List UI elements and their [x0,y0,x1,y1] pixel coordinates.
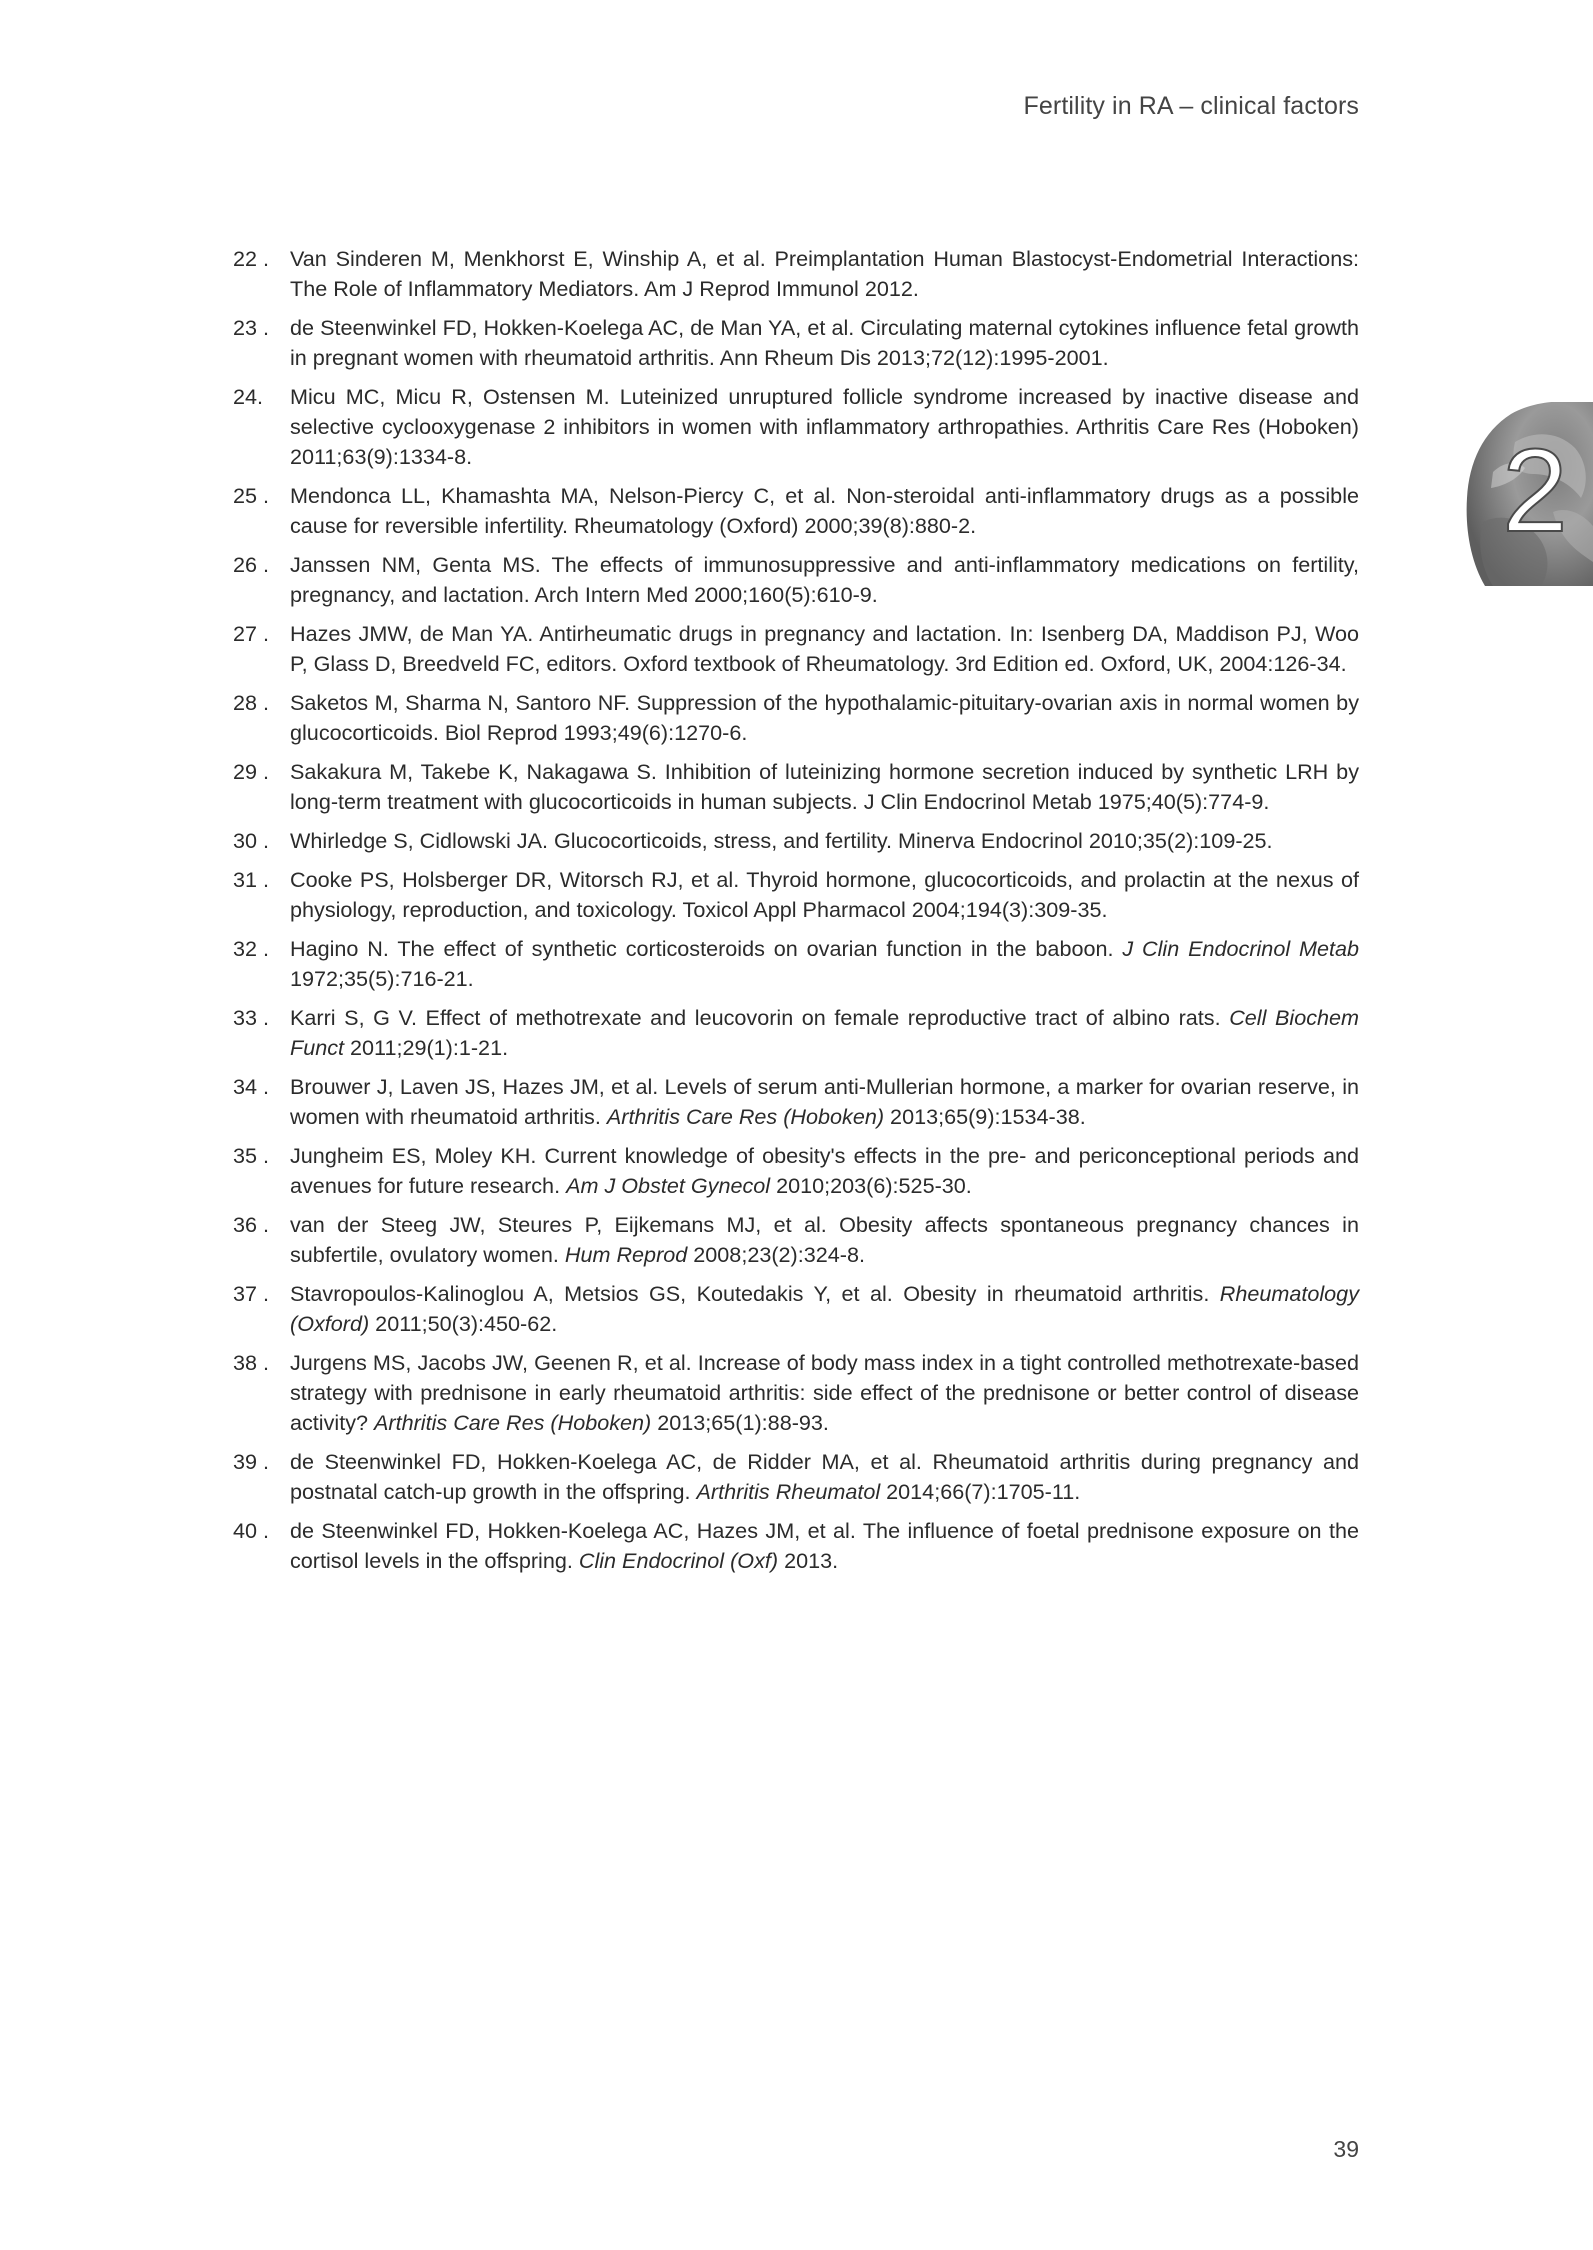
reference-number: 38 . [233,1350,270,1375]
reference-number: 25 . [233,483,270,508]
reference-body: van der Steeg JW, Steures P, Eijkemans MJ, et al. Obesity affects spontaneous pregnancy chances in subfertile, ovulatory women. [290,1212,1359,1267]
chapter-number: 2 [1502,425,1568,557]
reference-number: 29 . [233,759,270,784]
page-number: 39 [1333,2136,1359,2162]
reference-number: 32 . [233,936,270,961]
reference-citation: 2008;23(2):324-8. [687,1242,865,1267]
running-header: Fertility in RA – clinical factors [1023,92,1359,120]
reference-body: Hagino N. The effect of synthetic corticosteroids on ovarian function in the baboon. [290,936,1123,961]
reference-body: Whirledge S, Cidlowski JA. Glucocorticoids, stress, and fertility. Minerva Endocrinol 2010;35(2):109-25. [290,828,1273,853]
reference-text [290,865,1359,925]
reference-body: Micu MC, Micu R, Ostensen M. Luteinized unruptured follicle syndrome increased by inactive disease and selective cyclooxygenase 2 inhibitors in women with inflammatory arthropathies. Arthritis Care Res (Hoboken) 2011;63(9):1334-8. [290,384,1359,469]
reference-text [290,619,1359,679]
reference-text [290,757,1359,817]
reference-item [233,1348,1359,1438]
reference-item [233,619,1359,679]
reference-journal: Arthritis Rheumatol [696,1479,881,1504]
reference-text [290,1348,1359,1438]
reference-citation: 2013. [778,1548,839,1573]
reference-item [233,1447,1359,1507]
reference-text [290,688,1359,748]
reference-text [290,1516,1359,1576]
reference-text [290,1003,1359,1063]
reference-text [290,244,1359,304]
reference-number: 40 . [233,1518,270,1543]
reference-number: 35 . [233,1143,270,1168]
reference-text [290,826,1359,856]
reference-item [233,826,1359,856]
reference-item [233,1141,1359,1201]
reference-number: 34 . [233,1074,270,1099]
reference-text [290,1279,1359,1339]
reference-item [233,688,1359,748]
reference-journal: Rheumatology (Oxford) [290,1281,1359,1336]
reference-journal: Clin Endocrinol (Oxf) [578,1548,779,1573]
reference-number: 28 . [233,690,270,715]
reference-number: 27 . [233,621,270,646]
reference-citation: 2010;203(6):525-30. [770,1173,972,1198]
reference-number: 36 . [233,1212,270,1237]
reference-text [290,313,1359,373]
reference-body: de Steenwinkel FD, Hokken-Koelega AC, Hazes JM, et al. The influence of foetal prednisone exposure on the cortisol levels in the offspring. [290,1518,1359,1573]
reference-item [233,757,1359,817]
reference-text [290,550,1359,610]
reference-text [290,1210,1359,1270]
reference-citation: 2013;65(9):1534-38. [884,1104,1086,1129]
reference-text [290,1072,1359,1132]
reference-body: Hazes JMW, de Man YA. Antirheumatic drugs in pregnancy and lactation. In: Isenberg DA, Maddison PJ, Woo P, Glass D, Breedveld FC, editors. Oxford textbook of Rheumatology. 3rd Edition ed. Oxford, UK, 2004:126-34. [290,621,1359,676]
reference-item [233,550,1359,610]
reference-item [233,382,1359,472]
reference-body: Jungheim ES, Moley KH. Current knowledge of obesity's effects in the pre- and periconceptional periods and avenues for future research. [290,1143,1359,1198]
reference-number: 30 . [233,828,270,853]
reference-journal: Arthritis Care Res (Hoboken) [374,1410,652,1435]
reference-item [233,865,1359,925]
reference-body: Stavropoulos-Kalinoglou A, Metsios GS, Koutedakis Y, et al. Obesity in rheumatoid arthritis. [290,1281,1220,1306]
reference-body: Van Sinderen M, Menkhorst E, Winship A, et al. Preimplantation Human Blastocyst-Endometrial Interactions: The Role of Inflammatory Mediators. Am J Reprod Immunol 2012. [290,246,1359,301]
reference-citation: 1972;35(5):716-21. [290,966,474,991]
reference-item [233,1072,1359,1132]
reference-number: 22 . [233,246,270,271]
reference-item [233,313,1359,373]
reference-item [233,1279,1359,1339]
reference-item [233,481,1359,541]
reference-body: Jurgens MS, Jacobs JW, Geenen R, et al. Increase of body mass index in a tight controlled methotrexate-based strategy with prednisone in early rheumatoid arthritis: side effect of the prednisone or better control of disease activity? [290,1350,1359,1435]
reference-number: 31 . [233,867,270,892]
reference-number: 24. [233,384,264,409]
reference-item [233,244,1359,304]
reference-body: Cooke PS, Holsberger DR, Witorsch RJ, et al. Thyroid hormone, glucocorticoids, and prolactin at the nexus of physiology, reproduction, and toxicology. Toxicol Appl Pharmacol 2004;194(3):309-35. [290,867,1359,922]
reference-body: Saketos M, Sharma N, Santoro NF. Suppression of the hypothalamic-pituitary-ovarian axis in normal women by glucocorticoids. Biol Reprod 1993;49(6):1270-6. [290,690,1359,745]
reference-number: 23 . [233,315,270,340]
reference-text [290,1447,1359,1507]
reference-citation: 2013;65(1):88-93. [651,1410,829,1435]
reference-text [290,382,1359,472]
reference-number: 26 . [233,552,270,577]
reference-body: de Steenwinkel FD, Hokken-Koelega AC, de Man YA, et al. Circulating maternal cytokines influence fetal growth in pregnant women with rheumatoid arthritis. Ann Rheum Dis 2013;72(12):1995-2001. [290,315,1359,370]
reference-citation: 2011;50(3):450-62. [369,1311,558,1336]
reference-journal: Cell Biochem Funct [290,1005,1360,1060]
reference-number: 39 . [233,1449,270,1474]
reference-body: Karri S, G V. Effect of methotrexate and leucovorin on female reproductive tract of albino rats. [290,1005,1230,1030]
reference-text [290,1141,1359,1201]
chapter-tab [1463,402,1593,586]
reference-citation: 2011;29(1):1-21. [344,1035,509,1060]
reference-journal: J Clin Endocrinol Metab [1122,936,1360,961]
reference-body: de Steenwinkel FD, Hokken-Koelega AC, de Ridder MA, et al. Rheumatoid arthritis during pregnancy and postnatal catch-up growth in the offspring. [290,1449,1359,1504]
reference-body: Sakakura M, Takebe K, Nakagawa S. Inhibition of luteinizing hormone secretion induced by synthetic LRH by long-term treatment with glucocorticoids in human subjects. J Clin Endocrinol Metab 1975;40(5):774-9. [290,759,1359,814]
reference-number: 33 . [233,1005,270,1030]
reference-list [233,244,1359,1585]
reference-item [233,1003,1359,1063]
reference-text [290,481,1359,541]
reference-number: 37 . [233,1281,270,1306]
reference-journal: Arthritis Care Res (Hoboken) [606,1104,885,1129]
reference-text [290,934,1359,994]
reference-body: Janssen NM, Genta MS. The effects of immunosuppressive and anti-inflammatory medications on fertility, pregnancy, and lactation. Arch Intern Med 2000;160(5):610-9. [290,552,1359,607]
reference-body: Mendonca LL, Khamashta MA, Nelson-Piercy C, et al. Non-steroidal anti-inflammatory drugs as a possible cause for reversible infertility. Rheumatology (Oxford) 2000;39(8):880-2. [290,483,1359,538]
reference-item [233,1210,1359,1270]
reference-citation: 2014;66(7):1705-11. [880,1479,1081,1504]
reference-body: Brouwer J, Laven JS, Hazes JM, et al. Levels of serum anti-Mullerian hormone, a marker for ovarian reserve, in women with rheumatoid arthritis. [290,1074,1359,1129]
reference-journal: Am J Obstet Gynecol [566,1173,771,1198]
reference-item [233,1516,1359,1576]
reference-journal: Hum Reprod [564,1242,688,1267]
reference-item [233,934,1359,994]
